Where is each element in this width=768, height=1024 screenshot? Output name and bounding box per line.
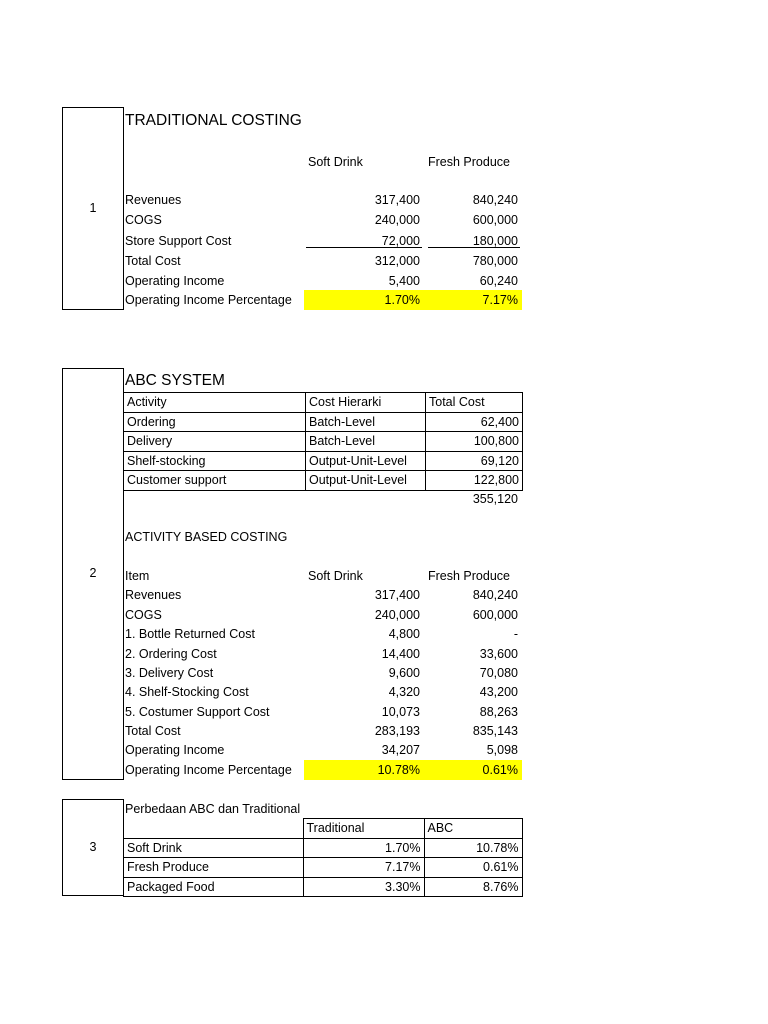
item-value-fresh: 70,080 <box>479 666 518 680</box>
row-value-fresh: 600,000 <box>472 213 518 227</box>
item-label: Revenues <box>125 588 182 602</box>
item-label: Operating Income Percentage <box>125 763 292 777</box>
traditional-cell: 3.30% <box>303 877 424 897</box>
row-value-soft: 317,400 <box>374 193 420 207</box>
activity-based-costing-title: ACTIVITY BASED COSTING <box>125 530 288 544</box>
item-value-soft: 10,073 <box>381 705 420 719</box>
header-abc: ABC <box>424 819 522 839</box>
product-cell: Fresh Produce <box>124 858 304 878</box>
comparison-table <box>123 818 523 897</box>
row-label: COGS <box>125 213 162 227</box>
subtotal-underline-soft <box>306 247 422 248</box>
activity-cell: Shelf-stocking <box>124 451 306 471</box>
product-cell: Packaged Food <box>124 877 304 897</box>
hierarchy-cell: Output-Unit-Level <box>306 471 426 491</box>
row-value-fresh: 780,000 <box>472 254 518 268</box>
table-row <box>124 858 523 878</box>
item-value-soft: 9,600 <box>388 666 420 680</box>
row-value-fresh: 180,000 <box>472 234 518 248</box>
table-row <box>124 471 523 491</box>
row-value-soft: 1.70% <box>384 293 420 307</box>
row-value-fresh: 60,240 <box>479 274 518 288</box>
header-activity: Activity <box>124 393 306 413</box>
item-label: Total Cost <box>125 724 181 738</box>
item-label: 3. Delivery Cost <box>125 666 214 680</box>
total-cell: 62,400 <box>426 412 523 432</box>
item-label: 4. Shelf-Stocking Cost <box>125 685 249 699</box>
table-header-row <box>124 393 523 413</box>
abc-system-title: ABC SYSTEM <box>125 372 225 389</box>
row-label: Operating Income Percentage <box>125 293 292 307</box>
section-3-number: 3 <box>89 840 97 854</box>
item-value-soft: 4,800 <box>388 627 420 641</box>
section-2-number: 2 <box>89 566 97 580</box>
col-header-soft-drink: Soft Drink <box>308 155 363 169</box>
header-traditional: Traditional <box>303 819 424 839</box>
subtotal-underline-fresh <box>428 247 520 248</box>
abc-activity-table <box>123 392 523 491</box>
traditional-costing-title: TRADITIONAL COSTING <box>125 112 302 129</box>
item-value-fresh: 835,143 <box>472 724 518 738</box>
row-value-soft: 240,000 <box>374 213 420 227</box>
product-cell: Soft Drink <box>124 838 304 858</box>
col-header-fresh-produce: Fresh Produce <box>428 569 510 583</box>
comparison-title: Perbedaan ABC dan Traditional <box>125 802 301 816</box>
table-row <box>124 838 523 858</box>
header-cost-hierarchy: Cost Hierarki <box>306 393 426 413</box>
table-row <box>124 451 523 471</box>
hierarchy-cell: Batch-Level <box>306 412 426 432</box>
hierarchy-cell: Output-Unit-Level <box>306 451 426 471</box>
item-label: 5. Costumer Support Cost <box>125 705 270 719</box>
empty-corner-cell <box>124 819 304 839</box>
item-value-soft: 34,207 <box>381 743 420 757</box>
row-value-fresh: 7.17% <box>482 293 518 307</box>
row-label: Operating Income <box>125 274 225 288</box>
item-value-fresh: 5,098 <box>486 743 518 757</box>
col-header-soft-drink: Soft Drink <box>308 569 363 583</box>
abc-cell: 10.78% <box>424 838 522 858</box>
row-value-soft: 5,400 <box>388 274 420 288</box>
total-cell: 100,800 <box>426 432 523 452</box>
activity-cell: Delivery <box>124 432 306 452</box>
row-label: Total Cost <box>125 254 181 268</box>
table-row <box>124 412 523 432</box>
table-row <box>124 432 523 452</box>
traditional-cell: 1.70% <box>303 838 424 858</box>
table-row <box>124 877 523 897</box>
hierarchy-cell: Batch-Level <box>306 432 426 452</box>
item-value-soft: 317,400 <box>374 588 420 602</box>
item-value-fresh: 33,600 <box>479 647 518 661</box>
col-header-fresh-produce: Fresh Produce <box>428 155 510 169</box>
item-value-soft: 283,193 <box>374 724 420 738</box>
item-header: Item <box>125 569 150 583</box>
item-value-soft: 10.78% <box>377 763 420 777</box>
item-label: COGS <box>125 608 162 622</box>
total-cell: 69,120 <box>426 451 523 471</box>
table-header-row <box>124 819 523 839</box>
item-label: Operating Income <box>125 743 225 757</box>
item-value-soft: 14,400 <box>381 647 420 661</box>
row-label: Store Support Cost <box>125 234 232 248</box>
item-value-soft: 4,320 <box>388 685 420 699</box>
item-label: 2. Ordering Cost <box>125 647 217 661</box>
traditional-cell: 7.17% <box>303 858 424 878</box>
item-label: 1. Bottle Returned Cost <box>125 627 255 641</box>
abc-cell: 0.61% <box>424 858 522 878</box>
row-value-soft: 72,000 <box>381 234 420 248</box>
activity-cell: Ordering <box>124 412 306 432</box>
item-value-fresh: 600,000 <box>472 608 518 622</box>
item-value-fresh: 88,263 <box>479 705 518 719</box>
item-value-fresh: - <box>513 627 518 641</box>
item-value-fresh: 0.61% <box>482 763 518 777</box>
item-value-soft: 240,000 <box>374 608 420 622</box>
item-value-fresh: 43,200 <box>479 685 518 699</box>
item-value-fresh: 840,240 <box>472 588 518 602</box>
total-cell: 122,800 <box>426 471 523 491</box>
row-label: Revenues <box>125 193 182 207</box>
section-1-number: 1 <box>89 201 97 215</box>
abc-cell: 8.76% <box>424 877 522 897</box>
row-value-soft: 312,000 <box>374 254 420 268</box>
activity-cell: Customer support <box>124 471 306 491</box>
abc-total-sum: 355,120 <box>472 492 518 506</box>
row-value-fresh: 840,240 <box>472 193 518 207</box>
header-total-cost: Total Cost <box>426 393 523 413</box>
